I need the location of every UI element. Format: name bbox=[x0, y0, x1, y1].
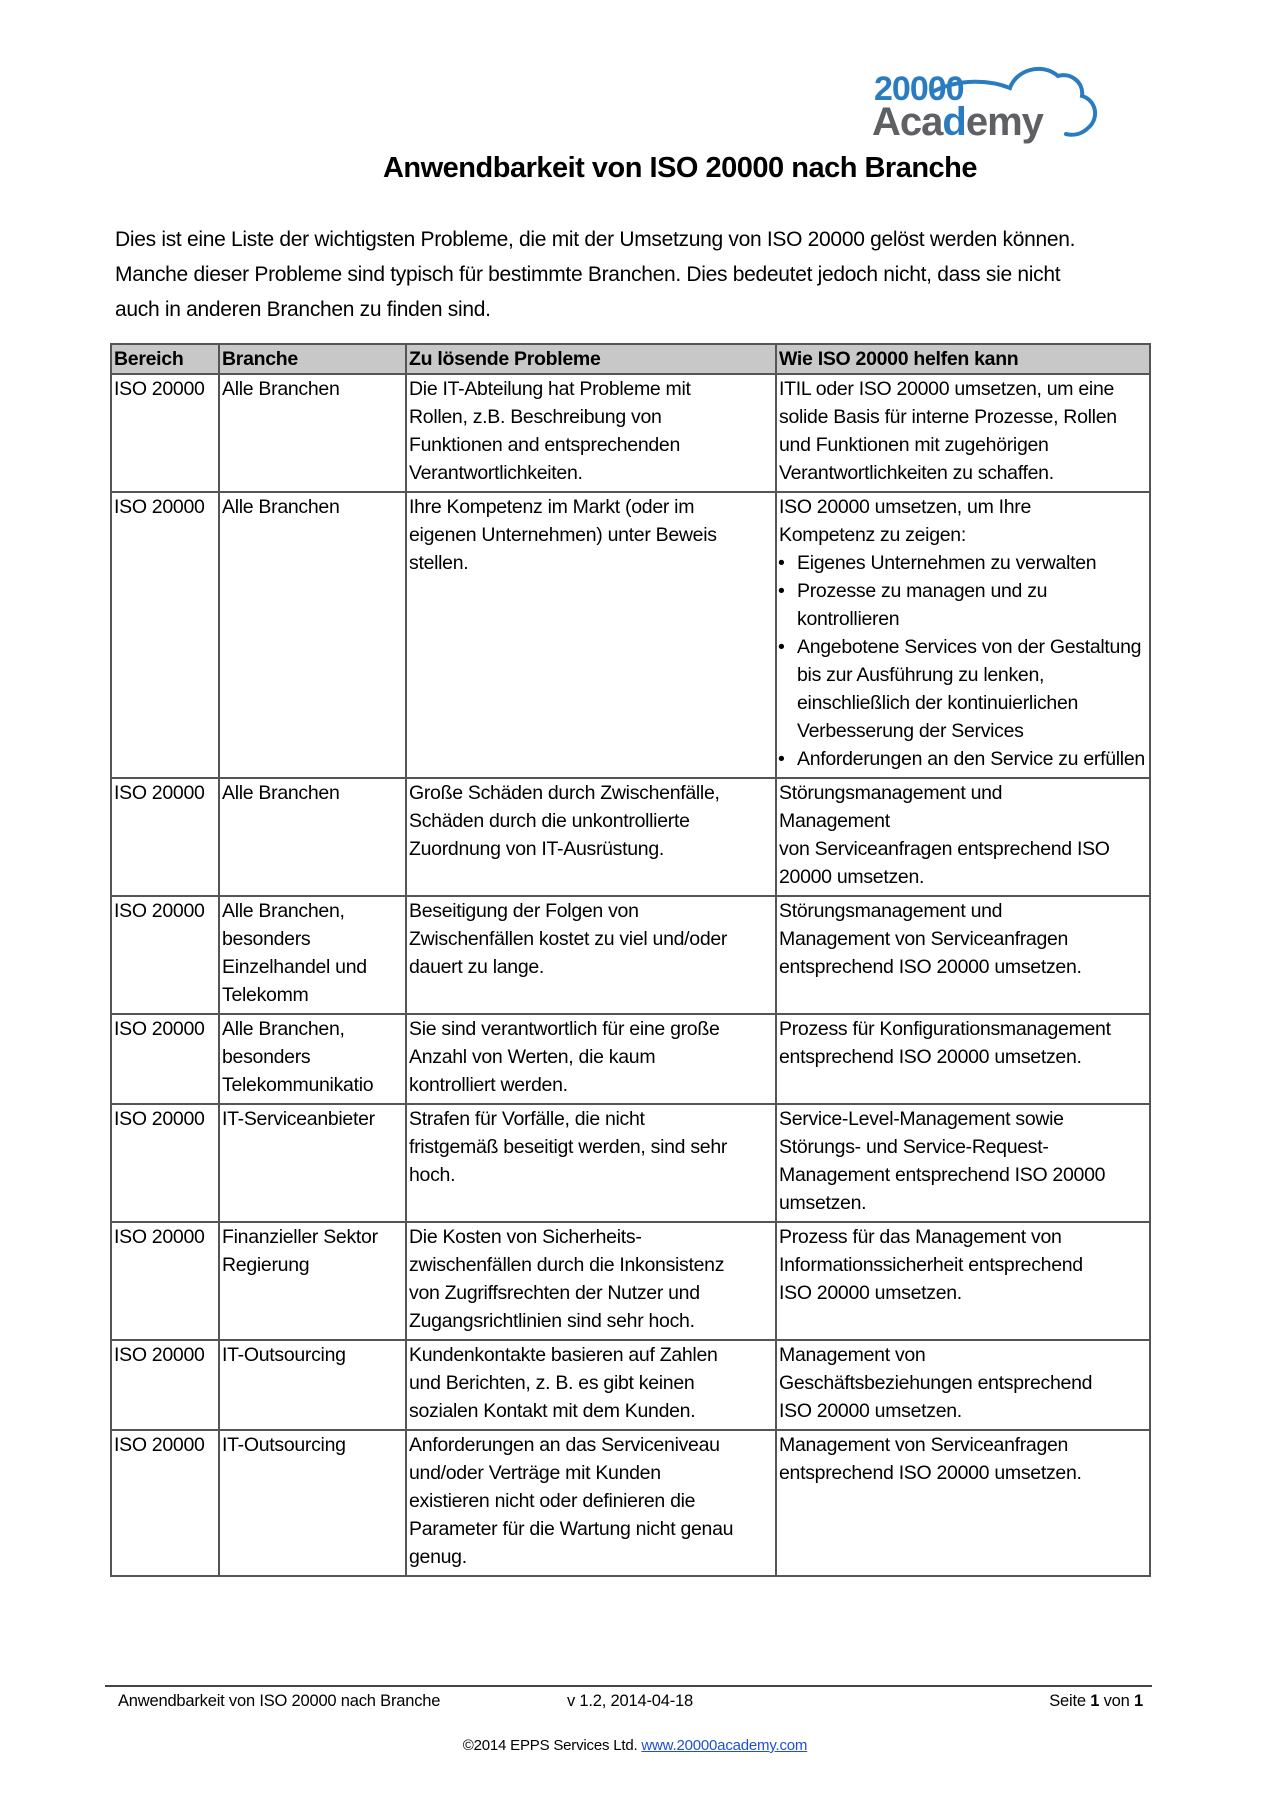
cell-line: Einzelhandel und bbox=[222, 956, 367, 978]
cell-line: Funktionen and entsprechenden bbox=[409, 434, 681, 456]
table-row bbox=[111, 1430, 1150, 1576]
cell-probleme bbox=[406, 1222, 776, 1340]
cell-line: Management entsprechend ISO 20000 bbox=[779, 1164, 1106, 1186]
cell-line: stellen. bbox=[409, 552, 469, 574]
cell-line: Störungsmanagement und bbox=[779, 782, 1003, 804]
footer-copyright bbox=[0, 1737, 1270, 1754]
table-row bbox=[111, 896, 1150, 1014]
cell-line: Störungs- und Service-Request- bbox=[779, 1136, 1049, 1158]
cell-line: Management von Serviceanfragen bbox=[779, 1434, 1069, 1456]
cell-line: solide Basis für interne Prozesse, Rollen bbox=[779, 406, 1117, 428]
cell-line: von Zugriffsrechten der Nutzer und bbox=[409, 1282, 700, 1304]
cell-line: und Berichten, z. B. es gibt keinen bbox=[409, 1372, 695, 1394]
cell-line: Zwischenfällen kostet zu viel und/oder bbox=[409, 928, 728, 950]
cell-line: existieren nicht oder definieren die bbox=[409, 1490, 696, 1512]
cell-line: Verantwortlichkeiten. bbox=[409, 462, 583, 484]
page-prefix: Seite bbox=[1049, 1692, 1091, 1710]
cell-line: besonders bbox=[222, 1046, 311, 1068]
cell-hilfe bbox=[776, 1104, 1150, 1222]
cell-line: ISO 20000 umsetzen, um Ihre bbox=[779, 496, 1032, 518]
footer-version: v 1.2, 2014-04-18 bbox=[567, 1692, 693, 1710]
cell-line: Große Schäden durch Zwischenfälle, bbox=[409, 782, 720, 804]
cell-branche bbox=[219, 1104, 406, 1222]
footer-doc-title: Anwendbarkeit von ISO 20000 nach Branche bbox=[118, 1692, 441, 1710]
cell-line: kontrolliert werden. bbox=[409, 1074, 568, 1096]
footer-divider bbox=[105, 1685, 1152, 1687]
bullet-item: • Angebotene Services von der Gestaltung bis zur Ausführung zu lenken, einschließlich der kontinuierlichen Verbesserung der Services bbox=[797, 633, 1149, 745]
cell-line: Management bbox=[779, 810, 890, 832]
website-link[interactable]: www.20000academy.com bbox=[641, 1737, 808, 1754]
header-hilfe: Wie ISO 20000 helfen kann bbox=[776, 344, 1150, 374]
cell-line: Alle Branchen, bbox=[222, 900, 345, 922]
cell-line: Anforderungen an das Serviceniveau bbox=[409, 1434, 720, 1456]
cell-line: zwischenfällen durch die Inkonsistenz bbox=[409, 1254, 725, 1276]
logo-line-20000: 20000 bbox=[874, 70, 964, 108]
cell-line: Management von Serviceanfragen bbox=[779, 928, 1069, 950]
cell-line: und Funktionen mit zugehörigen bbox=[779, 434, 1049, 456]
bullet-item: • Eigenes Unternehmen zu verwalten bbox=[797, 549, 1149, 577]
cell-branche bbox=[219, 374, 406, 492]
cell-line: IT-Outsourcing bbox=[222, 1434, 346, 1456]
table-row bbox=[111, 1222, 1150, 1340]
cell-bereich: ISO 20000 bbox=[111, 896, 219, 1014]
cell-hilfe bbox=[776, 374, 1150, 492]
cell-line: Informationssicherheit entsprechend bbox=[779, 1254, 1083, 1276]
cell-branche bbox=[219, 1430, 406, 1576]
cell-line: hoch. bbox=[409, 1164, 456, 1186]
cell-line: Rollen, z.B. Beschreibung von bbox=[409, 406, 662, 428]
bullet-item: • Prozesse zu managen und zu kontrollieren bbox=[797, 577, 1149, 633]
cell-line: Prozess für Konfigurationsmanagement bbox=[779, 1018, 1111, 1040]
table-row bbox=[111, 778, 1150, 896]
cell-line: von Serviceanfragen entsprechend ISO bbox=[779, 838, 1110, 860]
applicability-table bbox=[110, 343, 1151, 1577]
cell-line: Alle Branchen bbox=[222, 378, 340, 400]
cell-hilfe bbox=[776, 1222, 1150, 1340]
cell-line: Zugangsrichtlinien sind sehr hoch. bbox=[409, 1310, 695, 1332]
intro-line: Dies ist eine Liste der wichtigsten Probleme, die mit der Umsetzung von ISO 20000 gelöst werden können. bbox=[115, 228, 1076, 251]
bullet-item: • Anforderungen an den Service zu erfüllen bbox=[797, 745, 1149, 773]
cell-bereich: ISO 20000 bbox=[111, 1104, 219, 1222]
cell-line: besonders bbox=[222, 928, 311, 950]
cell-hilfe bbox=[776, 1340, 1150, 1430]
header-bereich: Bereich bbox=[111, 344, 219, 374]
cell-line: Beseitigung der Folgen von bbox=[409, 900, 639, 922]
cell-line: Verantwortlichkeiten zu schaffen. bbox=[779, 462, 1054, 484]
cell-line: Störungsmanagement und bbox=[779, 900, 1003, 922]
cell-line: sozialen Kontakt mit dem Kunden. bbox=[409, 1400, 696, 1422]
cell-line: fristgemäß beseitigt werden, sind sehr bbox=[409, 1136, 728, 1158]
header-probleme: Zu lösende Probleme bbox=[406, 344, 776, 374]
table-header-row bbox=[111, 344, 1150, 374]
cell-probleme bbox=[406, 492, 776, 778]
cell-line: IT-Outsourcing bbox=[222, 1344, 346, 1366]
footer-page-number bbox=[1049, 1692, 1143, 1711]
cell-line: Ihre Kompetenz im Markt (oder im bbox=[409, 496, 695, 518]
cell-line: Zuordnung von IT-Ausrüstung. bbox=[409, 838, 665, 860]
page-current: 1 bbox=[1090, 1692, 1100, 1710]
cell-line: und/oder Verträge mit Kunden bbox=[409, 1462, 661, 1484]
cell-branche bbox=[219, 1222, 406, 1340]
cell-branche bbox=[219, 896, 406, 1014]
copyright-text: ©2014 EPPS Services Ltd. bbox=[462, 1737, 642, 1754]
intro-line: Manche dieser Probleme sind typisch für bestimmte Branchen. Dies bedeutet jedoch nicht, dass sie nicht bbox=[115, 263, 1061, 286]
cell-line: Parameter für die Wartung nicht genau bbox=[409, 1518, 734, 1540]
cell-line: entsprechend ISO 20000 umsetzen. bbox=[779, 956, 1082, 978]
cell-hilfe bbox=[776, 896, 1150, 1014]
cell-probleme bbox=[406, 1104, 776, 1222]
table-row bbox=[111, 374, 1150, 492]
cell-line: 20000 umsetzen. bbox=[779, 866, 925, 888]
cell-hilfe bbox=[776, 1430, 1150, 1576]
cell-line: Die IT-Abteilung hat Probleme mit bbox=[409, 378, 691, 400]
table-row bbox=[111, 492, 1150, 778]
cell-line: ISO 20000 umsetzen. bbox=[779, 1400, 962, 1422]
intro-paragraph bbox=[115, 222, 1155, 327]
cell-line: Alle Branchen bbox=[222, 782, 340, 804]
cell-line: dauert zu lange. bbox=[409, 956, 545, 978]
cell-probleme bbox=[406, 896, 776, 1014]
cell-bereich: ISO 20000 bbox=[111, 374, 219, 492]
cell-probleme bbox=[406, 1014, 776, 1104]
cell-line: ISO 20000 umsetzen. bbox=[779, 1282, 962, 1304]
cell-line: Schäden durch die unkontrollierte bbox=[409, 810, 690, 832]
cell-line: entsprechend ISO 20000 umsetzen. bbox=[779, 1462, 1082, 1484]
cell-bereich: ISO 20000 bbox=[111, 1014, 219, 1104]
logo-academy-prefix: Aca bbox=[872, 100, 943, 144]
cell-bereich: ISO 20000 bbox=[111, 492, 219, 778]
cell-line: Geschäftsbeziehungen entsprechend bbox=[779, 1372, 1093, 1394]
cell-hilfe bbox=[776, 1014, 1150, 1104]
cell-probleme bbox=[406, 374, 776, 492]
cell-line: umsetzen. bbox=[779, 1192, 867, 1214]
logo-20000academy bbox=[870, 62, 1110, 150]
cell-branche bbox=[219, 1340, 406, 1430]
logo-line-academy bbox=[872, 100, 1043, 144]
cell-bereich: ISO 20000 bbox=[111, 1430, 219, 1576]
cell-line: Finanzieller Sektor bbox=[222, 1226, 378, 1248]
cell-branche bbox=[219, 778, 406, 896]
intro-line: auch in anderen Branchen zu finden sind. bbox=[115, 298, 491, 321]
cell-line: Prozess für das Management von bbox=[779, 1226, 1062, 1248]
cell-line: Strafen für Vorfälle, die nicht bbox=[409, 1108, 645, 1130]
table-row bbox=[111, 1340, 1150, 1430]
cell-probleme bbox=[406, 1430, 776, 1576]
cell-bereich: ISO 20000 bbox=[111, 1222, 219, 1340]
cell-branche bbox=[219, 1014, 406, 1104]
cell-line: Management von bbox=[779, 1344, 926, 1366]
cell-hilfe bbox=[776, 492, 1150, 778]
table-row bbox=[111, 1014, 1150, 1104]
cell-bereich: ISO 20000 bbox=[111, 1340, 219, 1430]
page-title: Anwendbarkeit von ISO 20000 nach Branche bbox=[382, 152, 978, 184]
cell-line: Kundenkontakte basieren auf Zahlen bbox=[409, 1344, 718, 1366]
cell-line: Anzahl von Werten, die kaum bbox=[409, 1046, 656, 1068]
cell-line: Service-Level-Management sowie bbox=[779, 1108, 1064, 1130]
cell-line: eigenen Unternehmen) unter Beweis bbox=[409, 524, 717, 546]
cell-line: Die Kosten von Sicherheits- bbox=[409, 1226, 642, 1248]
logo-academy-suffix: emy bbox=[965, 100, 1043, 144]
cell-line: ITIL oder ISO 20000 umsetzen, um eine bbox=[779, 378, 1115, 400]
cell-line: genug. bbox=[409, 1546, 467, 1568]
cell-line: IT-Serviceanbieter bbox=[222, 1108, 375, 1130]
cell-line: Alle Branchen, bbox=[222, 1018, 345, 1040]
cell-line: Sie sind verantwortlich für eine große bbox=[409, 1018, 720, 1040]
table-row bbox=[111, 1104, 1150, 1222]
cell-line: Telekomm bbox=[222, 984, 309, 1006]
cell-line: Telekommunikatio bbox=[222, 1074, 374, 1096]
cell-probleme bbox=[406, 778, 776, 896]
cell-line: Alle Branchen bbox=[222, 496, 340, 518]
page-middle: von bbox=[1099, 1692, 1135, 1710]
cell-line: entsprechend ISO 20000 umsetzen. bbox=[779, 1046, 1082, 1068]
cell-line: Kompetenz zu zeigen: bbox=[779, 524, 966, 546]
hilfe-bullet-list bbox=[779, 549, 1149, 773]
table-body bbox=[111, 374, 1150, 1576]
cell-bereich: ISO 20000 bbox=[111, 778, 219, 896]
cell-hilfe bbox=[776, 778, 1150, 896]
logo-academy-highlight: d bbox=[942, 100, 966, 144]
cell-branche bbox=[219, 492, 406, 778]
header-branche: Branche bbox=[219, 344, 406, 374]
cell-probleme bbox=[406, 1340, 776, 1430]
page-total: 1 bbox=[1134, 1692, 1143, 1710]
cell-line: Regierung bbox=[222, 1254, 310, 1276]
